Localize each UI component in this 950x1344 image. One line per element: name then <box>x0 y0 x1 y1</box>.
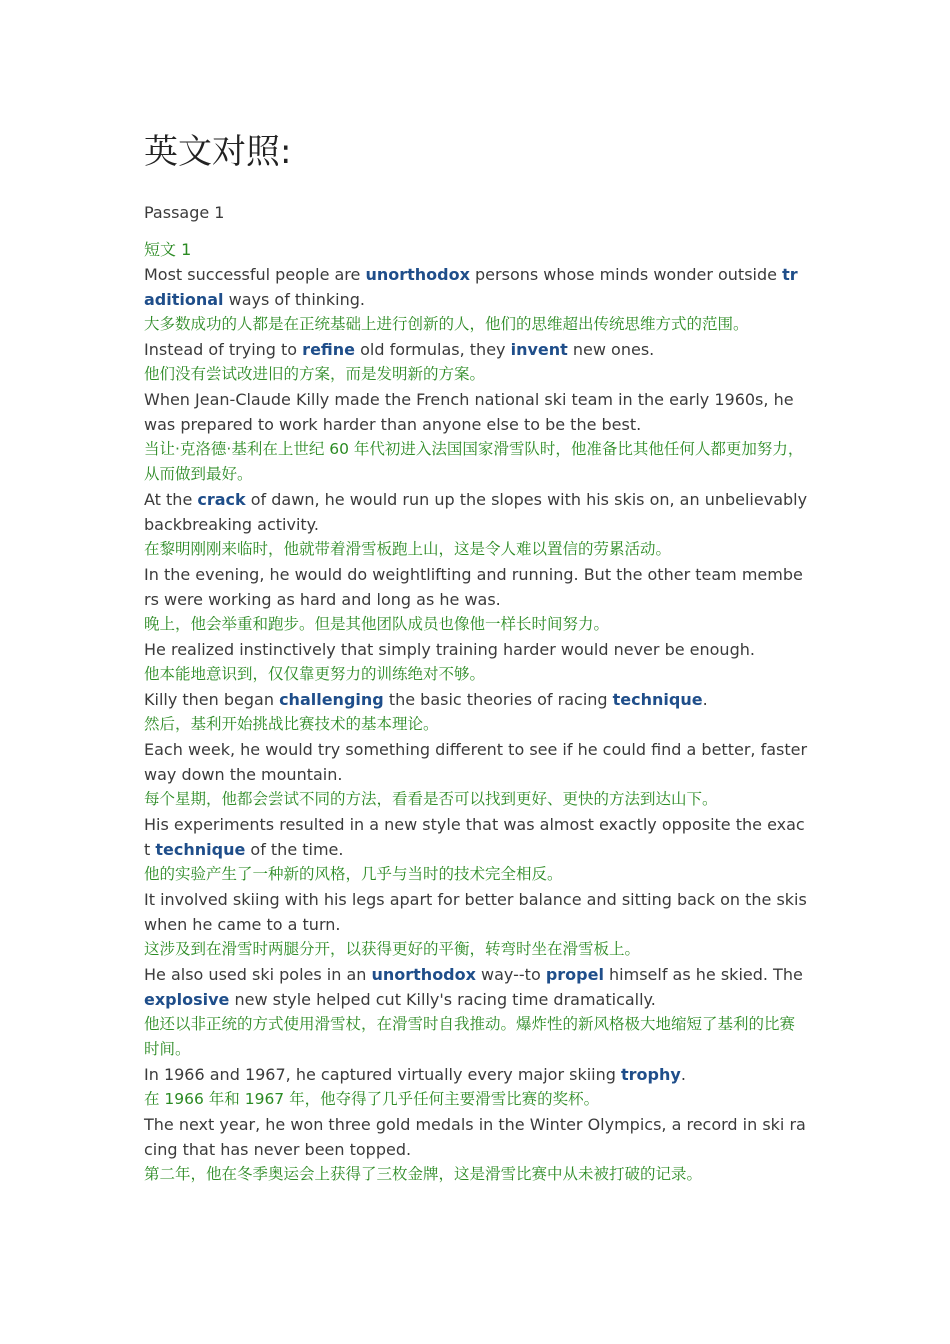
english-sentence <box>144 337 808 362</box>
english-sentence <box>144 562 808 612</box>
chinese-translation: 在黎明刚刚来临时，他就带着滑雪板跑上山，这是令人难以置信的劳累活动。 <box>144 540 672 558</box>
chinese-translation: 他的实验产生了一种新的风格，几乎与当时的技术完全相反。 <box>144 865 563 883</box>
vocabulary-keyword: crack <box>197 490 246 509</box>
english-text: . <box>680 1065 686 1084</box>
english-text: At the <box>144 490 198 509</box>
english-text: of the time. <box>245 840 344 859</box>
vocabulary-keyword: challenging <box>279 690 384 709</box>
passage-label: Passage 1 <box>144 203 225 222</box>
vocabulary-keyword: explosive <box>144 990 230 1009</box>
english-text: Killy then began <box>144 690 280 709</box>
english-text: When Jean-Claude Killy made the French national ski team in the early 1960s, he was prepared to work harder than anyone else to be the best. <box>144 390 794 434</box>
english-sentence <box>144 812 808 862</box>
chinese-translation: 这涉及到在滑雪时两腿分开，以获得更好的平衡，转弯时坐在滑雪板上。 <box>144 940 641 958</box>
english-sentence <box>144 487 808 537</box>
english-sentence <box>144 387 808 437</box>
chinese-translation: 每个星期，他都会尝试不同的方法，看看是否可以找到更好、更快的方法到达山下。 <box>144 790 718 808</box>
chinese-translation: 在 1966 年和 1967 年，他夺得了几乎任何主要滑雪比赛的奖杯。 <box>144 1090 600 1108</box>
chinese-translation: 大多数成功的人都是在正统基础上进行创新的人，他们的思维超出传统思维方式的范围。 <box>144 315 749 333</box>
english-text: He also used ski poles in an <box>144 965 372 984</box>
english-text: way--to <box>475 965 546 984</box>
english-text: old formulas, they <box>355 340 511 359</box>
chinese-translation: 他本能地意识到，仅仅靠更努力的训练绝对不够。 <box>144 665 486 683</box>
section-label: 短文 1 <box>144 240 192 259</box>
english-text: . <box>702 690 708 709</box>
chinese-translation: 当让·克洛德·基利在上世纪 60 年代初进入法国国家滑雪队时，他准备比其他任何人都更加努力，从而做到最好。 <box>144 440 804 483</box>
english-text: himself as he skied. The <box>603 965 803 984</box>
english-text: It involved skiing with his legs apart for better balance and sitting back on the skis when he came to a turn. <box>144 890 807 934</box>
english-text: Most successful people are <box>144 265 366 284</box>
english-sentence <box>144 737 808 787</box>
english-text: In the evening, he would do weightlifting and running. But the other team members were working as hard and long as he was. <box>144 565 803 609</box>
english-text: persons whose minds wonder outside <box>469 265 783 284</box>
english-sentence <box>144 637 808 662</box>
english-sentence <box>144 687 808 712</box>
vocabulary-keyword: traditional <box>144 265 798 309</box>
vocabulary-keyword: technique <box>612 690 703 709</box>
english-text: of dawn, he would run up the slopes with his skis on, an unbelievably backbreaking activity. <box>144 490 808 534</box>
page-title: 英文对照: <box>144 132 292 172</box>
document-page <box>144 128 808 1187</box>
english-text: He realized instinctively that simply training harder would never be enough. <box>144 640 755 659</box>
english-text: The next year, he won three gold medals in the Winter Olympics, a record in ski racing that has never been topped. <box>144 1115 806 1159</box>
english-sentence <box>144 1112 808 1162</box>
english-sentence <box>144 262 808 312</box>
english-text: new ones. <box>567 340 655 359</box>
english-text: Each week, he would try something different to see if he could find a better, faster way down the mountain. <box>144 740 808 784</box>
vocabulary-keyword: invent <box>510 340 568 359</box>
english-text: Instead of trying to <box>144 340 303 359</box>
english-text: new style helped cut Killy's racing time dramatically. <box>229 990 656 1009</box>
vocabulary-keyword: refine <box>302 340 356 359</box>
english-sentence <box>144 962 808 1012</box>
vocabulary-keyword: trophy <box>621 1065 681 1084</box>
sentence-list <box>144 262 808 1187</box>
chinese-translation: 他们没有尝试改进旧的方案，而是发明新的方案。 <box>144 365 486 383</box>
vocabulary-keyword: unorthodox <box>365 265 470 284</box>
chinese-translation: 然后，基利开始挑战比赛技术的基本理论。 <box>144 715 439 733</box>
english-sentence <box>144 887 808 937</box>
vocabulary-keyword: unorthodox <box>371 965 476 984</box>
chinese-translation: 晚上，他会举重和跑步。但是其他团队成员也像他一样长时间努力。 <box>144 615 610 633</box>
english-text: the basic theories of racing <box>383 690 613 709</box>
chinese-translation: 第二年，他在冬季奥运会上获得了三枚金牌，这是滑雪比赛中从未被打破的记录。 <box>144 1165 703 1183</box>
vocabulary-keyword: technique <box>155 840 246 859</box>
vocabulary-keyword: propel <box>545 965 604 984</box>
chinese-translation: 他还以非正统的方式使用滑雪杖，在滑雪时自我推动。爆炸性的新风格极大地缩短了基利的比赛时间。 <box>144 1015 796 1058</box>
english-text: His experiments resulted in a new style that was almost exactly opposite the exact <box>144 815 805 859</box>
english-text: ways of thinking. <box>223 290 365 309</box>
english-text: In 1966 and 1967, he captured virtually every major skiing <box>144 1065 621 1084</box>
english-sentence <box>144 1062 808 1087</box>
